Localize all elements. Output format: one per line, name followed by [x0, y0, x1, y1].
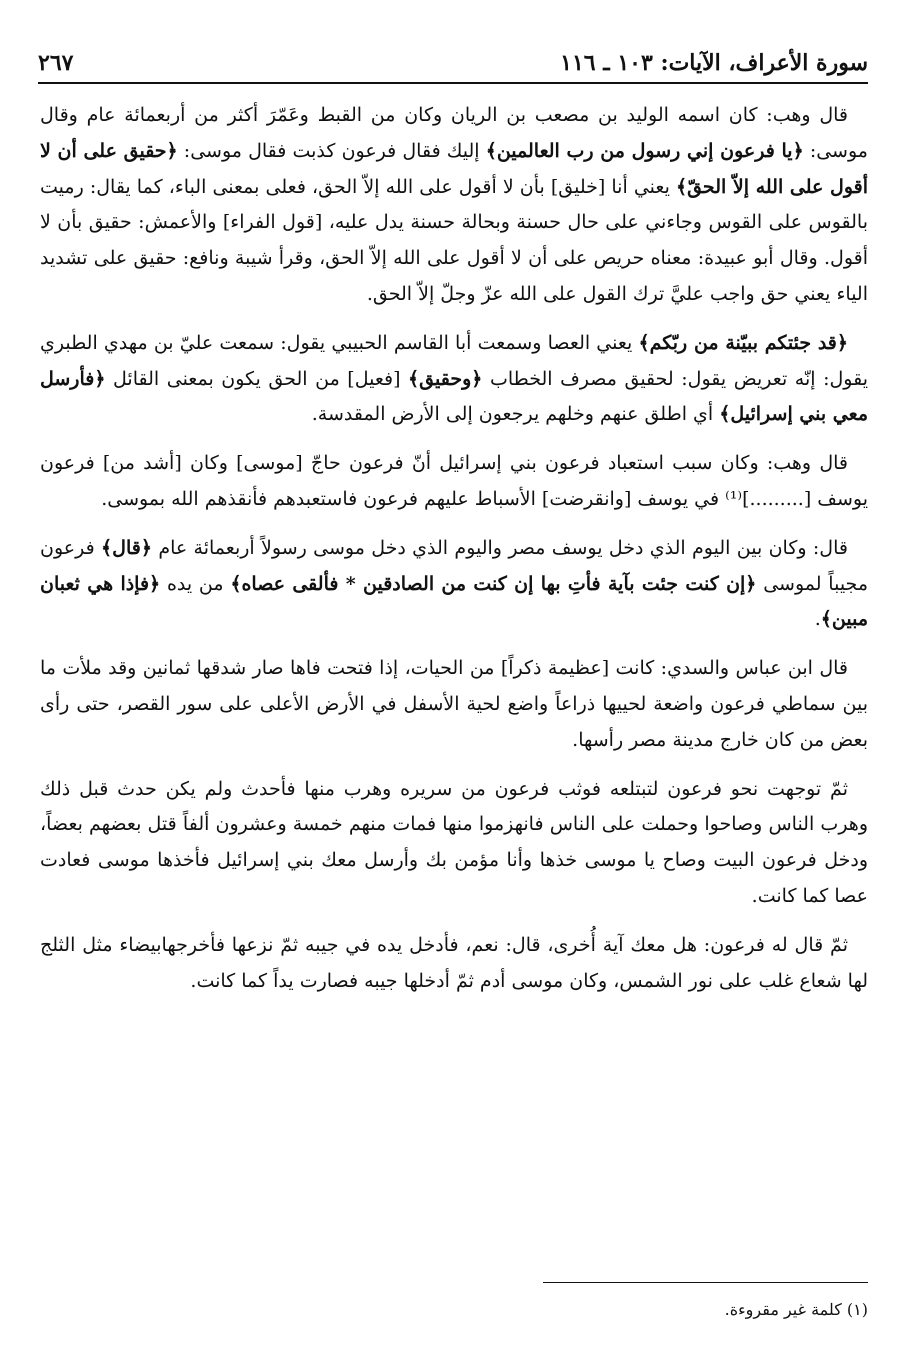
text-run: إليك فقال فرعون كذبت فقال موسى:	[177, 139, 486, 162]
text-run: يعني أنا [خليق] بأن لا أقول على الله إلاّ الحق، فعلى بمعنى الباء، كما يقال: رميت بالقوس على القوس وجاءني على حال حسنة وبحالة حسنة يدل عليه، [قول الفراء] والأعمش: حقيق بأن لا أقول. وقال أبو عبيدة: معناه حريص على أن لا أقول على الله إلاّ الحق، وقرأ شيبة ونافع: حقيق على تشديد الياء يعني حق واجب عليَّ ترك القول على الله عزّ وجلّ إلاّ الحق.	[40, 175, 868, 305]
text-run: من يده	[160, 572, 231, 595]
paragraph	[40, 772, 868, 915]
text-run: فرعون مجيباً لموسى	[40, 536, 869, 595]
page-header	[38, 40, 868, 76]
text-run: قال وهب: كان اسمه الوليد بن مصعب بن الريان وكان من القبط وعَمّرَ أكثر من أربعمائة عام وقال موسى:	[40, 104, 868, 162]
paragraph	[40, 326, 868, 433]
text-run: قال ابن عباس والسدي: كانت [عظيمة ذكراً] من الحيات، إذا فتحت فاها صار شدقها ثمانين وقد ملأت ما بين سماطي فرعون واضعة لحييها ذراعاً واضع لحية الأسفل في الأرض الأعلى على سور القصر، حتى رأى بعض من كان خارج مدينة مصر رأسها.	[40, 657, 868, 751]
text-run: [فعيل] من الحق يكون بمعنى القائل	[105, 367, 409, 390]
paragraph	[40, 98, 868, 313]
quran-quote: ﴿حقيق على أن لا أقول على الله إلاّ الحقّ﴾	[40, 139, 869, 198]
text-run: .	[814, 608, 821, 631]
quran-quote: ﴿يا فرعون إني رسول من رب العالمين﴾	[485, 139, 804, 162]
text-run: قال: وكان بين اليوم الذي دخل يوسف مصر واليوم الذي دخل موسى رسولاً أربعمائة عام	[151, 536, 848, 559]
header-rule	[38, 82, 868, 84]
text-run: يعني العصا وسمعت أبا القاسم الحبيبي يقول: سمعت عليّ بن مهدي الطبري يقول: إنّه تعريض يقول: لحقيق مصرف الخطاب	[40, 331, 868, 390]
text-run: قال وهب: وكان سبب استعباد فرعون بني إسرائيل أنّ فرعون حاجّ [موسى] وكان [أشد من] فرعون يوسف [.........]⁽¹⁾ في يوسف [وانقرضت] الأسباط عليهم فرعون فاستعبدهم فأنقذهم الله بموسى.	[40, 452, 868, 510]
text-run: ثمّ توجهت نحو فرعون لتبتلعه فوثب فرعون من سريره وهرب منها فأحدث ولم يكن حدث قبل ذلك وهرب الناس وصاحوا وحملت على الناس فانهزموا منها فمات منهم خمسة وعشرون ألفاً قتل بعضهم بعضاً، ودخل فرعون البيت وصاح يا موسى خذها وأنا مؤمن بك وأرسل معك بني إسرائيل فأخذها موسى فعادت عصا كما كانت.	[40, 777, 868, 907]
text-run: ثمّ قال له فرعون: هل معك آية أُخرى، قال: نعم، فأدخل يده في جيبه ثمّ نزعها فأخرجهابيضاء مثل الثلج لها شعاع غلب على نور الشمس، وكان موسى أدم ثمّ أدخلها جيبه فصارت يداً كما كانت.	[40, 933, 868, 992]
quran-quote: ﴿فأرسل معي بني إسرائيل﴾	[40, 367, 868, 426]
page-number: ٢٦٧	[38, 50, 74, 76]
running-title: سورة الأعراف، الآيات: ١٠٣ ـ ١١٦	[560, 50, 868, 76]
footnote-rule	[543, 1282, 868, 1283]
quran-quote: ﴿قال﴾	[101, 536, 152, 559]
paragraph	[40, 928, 868, 1000]
paragraph	[40, 531, 868, 638]
main-text	[40, 98, 868, 1012]
quran-quote: ﴿فإذا هي ثعبان مبين﴾	[40, 572, 868, 631]
paragraph	[40, 651, 868, 758]
quran-quote: ﴿قد جئتكم ببيّنة من ربّكم﴾	[638, 331, 849, 354]
footnote: (١) كلمة غير مقروءة.	[724, 1300, 868, 1319]
quran-quote: ﴿إن كنت جئت بآية فأتِ بها إن كنت من الصادقين * فألقى عصاه﴾	[230, 572, 757, 595]
text-run: أي اطلق عنهم وخلهم يرجعون إلى الأرض المقدسة.	[311, 403, 720, 426]
quran-quote: ﴿وحقيق﴾	[408, 367, 483, 390]
paragraph	[40, 446, 868, 518]
